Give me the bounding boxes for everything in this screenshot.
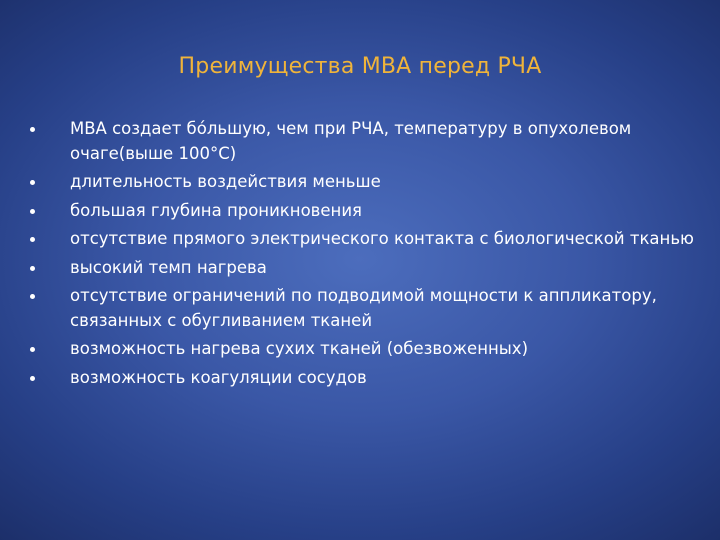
bullet-item xyxy=(28,256,698,281)
bullet-item xyxy=(28,227,698,252)
bullet-dot-icon xyxy=(30,209,35,214)
bullet-text: возможность коагуляции сосудов xyxy=(70,367,367,387)
bullet-text: отсутствие ограничений по подводимой мощности к аппликатору, связанных с обугливанием тканей xyxy=(70,286,657,330)
bullet-text: большая глубина проникновения xyxy=(70,200,362,220)
bullet-text: длительность воздействия меньше xyxy=(70,172,381,191)
bullet-text: отсутствие прямого электрического контакта с биологической тканью xyxy=(70,229,694,248)
bullet-dot-icon xyxy=(30,127,35,132)
bullet-text: возможность нагрева сухих тканей (обезвоженных) xyxy=(70,339,529,358)
bullet-item xyxy=(28,366,698,391)
bullet-item xyxy=(28,170,698,195)
bullet-dot-icon xyxy=(30,376,35,381)
bullet-dot-icon xyxy=(30,180,35,185)
bullet-text: высокий темп нагрева xyxy=(70,257,267,277)
bullet-item xyxy=(28,199,698,224)
bullet-dot-icon xyxy=(30,266,35,271)
bullet-text: МВА создает бóльшую, чем при РЧА, температуру в опухолевом очаге(выше 100°С) xyxy=(70,119,632,163)
bullet-dot-icon xyxy=(30,237,35,242)
bullet-dot-icon xyxy=(30,294,35,299)
slide-title: Преимущества МВА перед РЧА xyxy=(178,54,542,79)
bullet-item xyxy=(28,284,698,333)
bullet-item xyxy=(28,337,698,362)
bullet-list xyxy=(28,117,698,394)
bullet-item xyxy=(28,117,698,166)
bullet-dot-icon xyxy=(30,347,35,352)
